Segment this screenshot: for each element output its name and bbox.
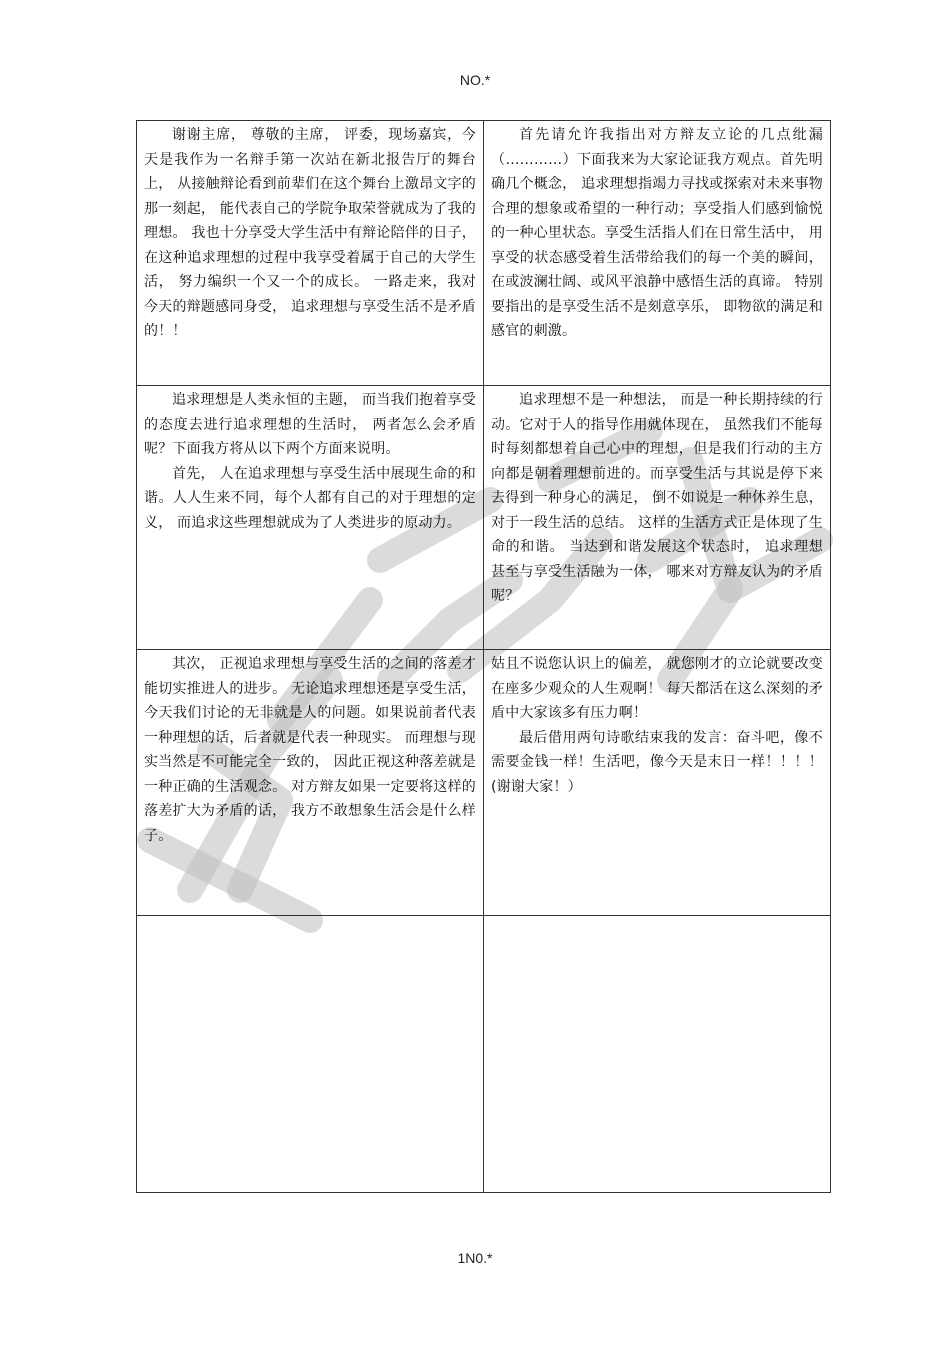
table-cell-right (484, 650, 831, 916)
table-cell-left-empty (137, 916, 484, 1193)
paragraph: 追求理想是人类永恒的主题， 而当我们抱着享受的态度去进行追求理想的生活时， 两者怎么会矛盾呢？下面我方将从以下两个方面来说明。 (144, 392, 476, 457)
table-cell-left (137, 386, 484, 650)
paragraph: 首先， 人在追求理想与享受生活中展现生命的和谐。人人生来不同，每个人都有自己的对于理想的定义， 而追求这些理想就成为了人类进步的原动力。 (144, 465, 476, 531)
table-cell-left (137, 121, 484, 386)
table-cell-left (137, 650, 484, 916)
paragraph: 其次， 正视追求理想与享受生活的之间的落差才能切实推进人的进步。 无论追求理想还是享受生活， 今天我们讨论的无非就是人的问题。如果说前者代表一种理想的话，后者就是代表一种现实。 而理想与现实当然是不可能完全一致的， 因此正视这种落差就是一种正确的生活观念。 对方辩友如果一定要将这样的落差扩大为矛盾的话， 我方不敢想象生活会是什么样子。 (144, 656, 476, 844)
paragraph: 追求理想不是一种想法， 而是一种长期持续的行动。它对于人的指导作用就体现在， 虽然我们不能每时每刻都想着自己心中的理想，但是我们行动的主方向都是朝着理想前进的。而享受生活与其说是停下来去得到一种身心的满足， 倒不如说是一种休养生息，对于一段生活的总结。 这样的生活方式正是体现了生命的和谐。 当达到和谐发展这个状态时， 追求理想甚至与享受生活融为一体， 哪来对方辩友认为的矛盾呢？ (491, 392, 823, 604)
page-header: NO.* (459, 72, 491, 88)
table-cell-right (484, 386, 831, 650)
debate-notes-table (136, 120, 831, 1193)
paragraph: 最后借用两句诗歌结束我的发言：奋斗吧，像不需要金钱一样！生活吧，像今天是末日一样！！！！(谢谢大家！） (491, 729, 823, 795)
page-footer: 1N0.* (457, 1250, 493, 1266)
table-cell-right (484, 121, 831, 386)
paragraph: 首先请允许我指出对方辩友立论的几点纰漏（…………）下面我来为大家论证我方观点。首先明确几个概念， 追求理想指竭力寻找或探索对未来事物合理的想象或希望的一种行动；享受指人们感到愉悦的一种心里状态。享受生活指人们在日常生活中， 用享受的状态感受着生活带给我们的每一个美的瞬间， 在或波澜壮阔、或风平浪静中感悟生活的真谛。 特别要指出的是享受生活不是刻意享乐， 即物欲的满足和感官的刺激。 (491, 127, 823, 339)
table-row (137, 916, 831, 1193)
table-row (137, 386, 831, 650)
table-row (137, 650, 831, 916)
paragraph: 谢谢主席， 尊敬的主席， 评委，现场嘉宾，今天是我作为一名辩手第一次站在新北报告厅的舞台上， 从接触辩论看到前辈们在这个舞台上激昂文字的那一刻起， 能代表自己的学院争取荣誉就成为了我的理想。 我也十分享受大学生活中有辩论陪伴的日子， 在这种追求理想的过程中我享受着属于自己的大学生活， 努力编织一个又一个的成长。 一路走来，我对今天的辩题感同身受， 追求理想与享受生活不是矛盾的！！ (144, 127, 476, 339)
table-cell-right-empty (484, 916, 831, 1193)
table-row (137, 121, 831, 386)
paragraph: 姑且不说您认识上的偏差， 就您刚才的立论就要改变在座多少观众的人生观啊！ 每天都活在这么深刻的矛盾中大家该多有压力啊！ (491, 656, 823, 721)
